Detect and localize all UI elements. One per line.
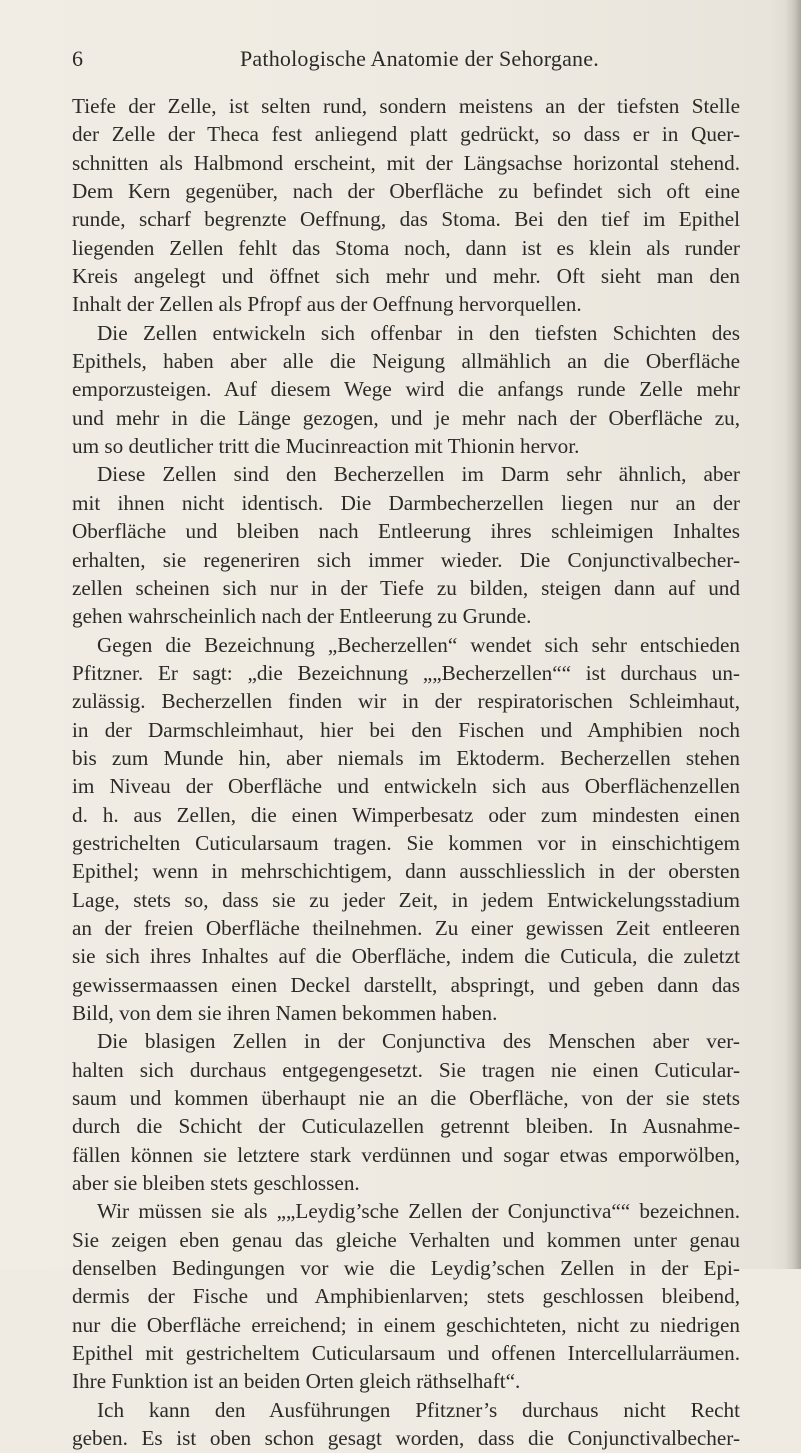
page-number: 6 [72,46,83,71]
text-line: dermis der Fische und Amphibienlarven; stets geschlossen bleibend, [72,1284,740,1309]
text-line: zulässig. Becherzellen finden wir in der respiratorischen Schleimhaut, [72,689,740,714]
text-line: Ich kann den Ausführungen Pfitzner’s durchaus nicht Recht [97,1397,740,1422]
text-line: Gegen die Bezeichnung „Becherzellen“ wendet sich sehr entschieden [97,632,740,657]
page-header [72,46,712,76]
text-line: Inhalt der Zellen als Pfropf aus der Oeffnung hervorquellen. [72,292,582,317]
text-line: fällen können sie letztere stark verdünnen und sogar etwas emporwölben, [72,1142,740,1167]
text-line: liegenden Zellen fehlt das Stoma noch, dann ist es klein als runder [72,235,740,260]
text-line: Wir müssen sie als „„Leydig’sche Zellen der Conjunctiva““ bezeichnen. [97,1199,740,1224]
text-line: schnitten als Halbmond erscheint, mit der Längsachse horizontal stehend. [72,150,740,175]
text-line: Kreis angelegt und öffnet sich mehr und mehr. Oft sieht man den [72,264,740,289]
text-line: durch die Schicht der Cuticulazellen getrennt bleiben. In Ausnahme- [72,1114,740,1139]
text-line: Epithel; wenn in mehrschichtigem, dann ausschliesslich in der obersten [72,859,740,884]
text-line: runde, scharf begrenzte Oeffnung, das Stoma. Bei den tief im Epithel [72,207,740,232]
text-line: aber sie bleiben stets geschlossen. [72,1171,360,1196]
text-line: mit ihnen nicht identisch. Die Darmbecherzellen liegen nur an der [72,490,740,515]
text-line: Epithels, haben aber alle die Neigung allmählich an die Oberfläche [72,349,740,374]
text-line: um so deutlicher tritt die Mucinreaction mit Thionin hervor. [72,434,580,459]
body-text [72,92,740,1453]
text-line: sie sich ihres Inhaltes auf die Oberfläche, indem die Cuticula, die zuletzt [72,944,740,969]
text-line: an der freien Oberfläche theilnehmen. Zu einer gewissen Zeit entleeren [72,915,740,940]
text-line: Sie zeigen eben genau das gleiche Verhalten und kommen unter genau [72,1227,740,1252]
text-line: Dem Kern gegenüber, nach der Oberfläche zu befindet sich oft eine [72,179,740,204]
text-line: saum und kommen überhaupt nie an die Oberfläche, von der sie stets [72,1086,740,1111]
text-line: Tiefe der Zelle, ist selten rund, sondern meistens an der tiefsten Stelle [72,94,740,118]
text-line: nur die Oberfläche erreichend; in einem geschichteten, nicht zu niedrigen [72,1312,740,1337]
text-line: bis zum Munde hin, aber niemals im Ektoderm. Becherzellen stehen [72,745,740,770]
text-line: erhalten, sie regeneriren sich immer wieder. Die Conjunctivalbecher- [72,547,740,572]
text-line: in der Darmschleimhaut, hier bei den Fischen und Amphibien noch [72,717,740,742]
text-line: emporzusteigen. Auf diesem Wege wird die anfangs runde Zelle mehr [72,377,740,402]
text-line: Die Zellen entwickeln sich offenbar in den tiefsten Schichten des [97,320,740,345]
running-title: Pathologische Anatomie der Sehorgane. [240,46,599,71]
text-line: Bild, von dem sie ihren Namen bekommen haben. [72,1001,498,1025]
text-line: der Zelle der Theca fest anliegend platt gedrückt, so dass er in Quer- [72,122,740,147]
text-line: d. h. aus Zellen, die einen Wimperbesatz oder zum mindesten einen [72,802,740,827]
text-line: Pfitzner. Er sagt: „die Bezeichnung „„Becherzellen““ ist durchaus un- [72,660,740,685]
text-line: und mehr in die Länge gezogen, und je mehr nach der Oberfläche zu, [72,405,740,430]
text-line: im Niveau der Oberfläche und entwickeln sich aus Oberflächenzellen [72,774,740,799]
text-line: denselben Bedingungen vor wie die Leydig’schen Zellen in der Epi- [72,1256,740,1281]
text-line: halten sich durchaus entgegengesetzt. Sie tragen nie einen Cuticular- [72,1057,740,1082]
text-line: gewissermaassen einen Deckel darstellt, abspringt, und geben dann das [72,972,740,997]
text-line: zellen scheinen sich nur in der Tiefe zu bilden, steigen dann auf und [72,575,740,600]
text-line: Diese Zellen sind den Becherzellen im Darm sehr ähnlich, aber [97,462,740,487]
text-line: Lage, stets so, dass sie zu jeder Zeit, in jedem Entwickelungsstadium [72,887,740,912]
text-line: Oberfläche und bleiben nach Entleerung ihres schleimigen Inhaltes [72,519,740,544]
text-line: Die blasigen Zellen in der Conjunctiva des Menschen aber ver- [97,1029,740,1054]
text-line: gehen wahrscheinlich nach der Entleerung zu Grunde. [72,604,532,629]
text-line: geben. Es ist oben schon gesagt worden, dass die Conjunctivalbecher- [72,1426,740,1451]
page-edge-shadow [785,0,801,1269]
text-line: Ihre Funktion ist an beiden Orten gleich räthselhaft“. [72,1369,521,1394]
text-line: Epithel mit gestricheltem Cuticularsaum und offenen Intercellularräumen. [72,1341,740,1366]
text-line: gestrichelten Cuticularsaum tragen. Sie kommen vor in einschichtigem [72,830,740,855]
